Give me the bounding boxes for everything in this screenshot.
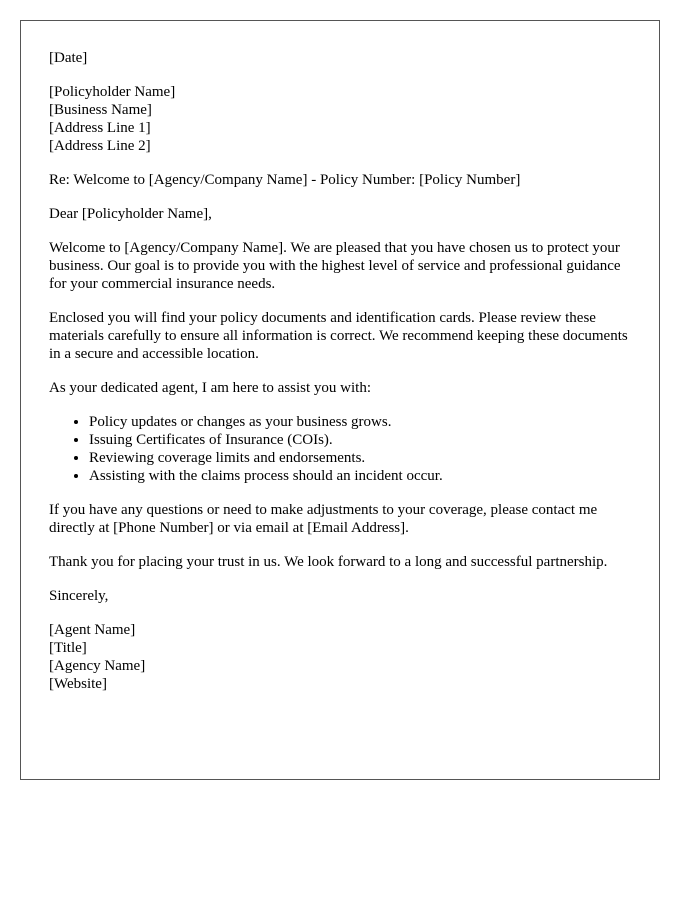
list-item: • Assisting with the claims process should an incident occur.: [89, 467, 631, 485]
recipient-address-line-2: [Address Line 2]: [49, 138, 151, 154]
subject-text: Re: Welcome to [Agency/Company Name] - Policy Number: [Policy Number]: [49, 172, 521, 188]
agent-name: [Agent Name]: [49, 622, 136, 638]
recipient-name: [Policyholder Name]: [49, 84, 176, 100]
subject-line: [49, 171, 631, 189]
date-text: [Date]: [49, 50, 88, 66]
list-item: • Issuing Certificates of Insurance (COIs).: [89, 431, 631, 449]
body-paragraph-2: [49, 309, 631, 363]
recipient-address-line-1: [Address Line 1]: [49, 120, 151, 136]
body-paragraph-1: [49, 239, 631, 293]
agency-name: [Agency Name]: [49, 658, 146, 674]
agency-website: [Website]: [49, 676, 107, 692]
list-intro-text: As your dedicated agent, I am here to assist you with:: [49, 380, 372, 396]
paragraph-text: Welcome to [Agency/Company Name]. We are pleased that you have chosen us to protect your business. Our goal is to provide you with the highest level of service and professional guidance for your commercial insurance needs.: [49, 240, 621, 292]
paragraph-text: Enclosed you will find your policy documents and identification cards. Please review these materials carefully to ensure all information is correct. We recommend keeping these documents in a secure and accessible location.: [49, 310, 628, 362]
recipient-address: [49, 83, 631, 155]
closing: [49, 587, 631, 605]
letter-date: [49, 49, 631, 67]
salutation: [49, 205, 631, 223]
list-item: • Policy updates or changes as your business grows.: [89, 413, 631, 431]
salutation-text: Dear [Policyholder Name],: [49, 206, 212, 222]
list-item: • Reviewing coverage limits and endorsements.: [89, 449, 631, 467]
services-list: [49, 413, 631, 485]
agent-title: [Title]: [49, 640, 87, 656]
signature-block: [49, 621, 631, 693]
recipient-business: [Business Name]: [49, 102, 152, 118]
letter-page: [20, 20, 660, 780]
paragraph-text: If you have any questions or need to make adjustments to your coverage, please contact me directly at [Phone Number] or via email at [Email Address].: [49, 502, 598, 536]
list-intro: [49, 379, 631, 397]
closing-text: Sincerely,: [49, 588, 109, 604]
paragraph-text: Thank you for placing your trust in us. We look forward to a long and successful partnership.: [49, 554, 608, 570]
body-paragraph-3: [49, 501, 631, 537]
body-paragraph-4: [49, 553, 631, 571]
